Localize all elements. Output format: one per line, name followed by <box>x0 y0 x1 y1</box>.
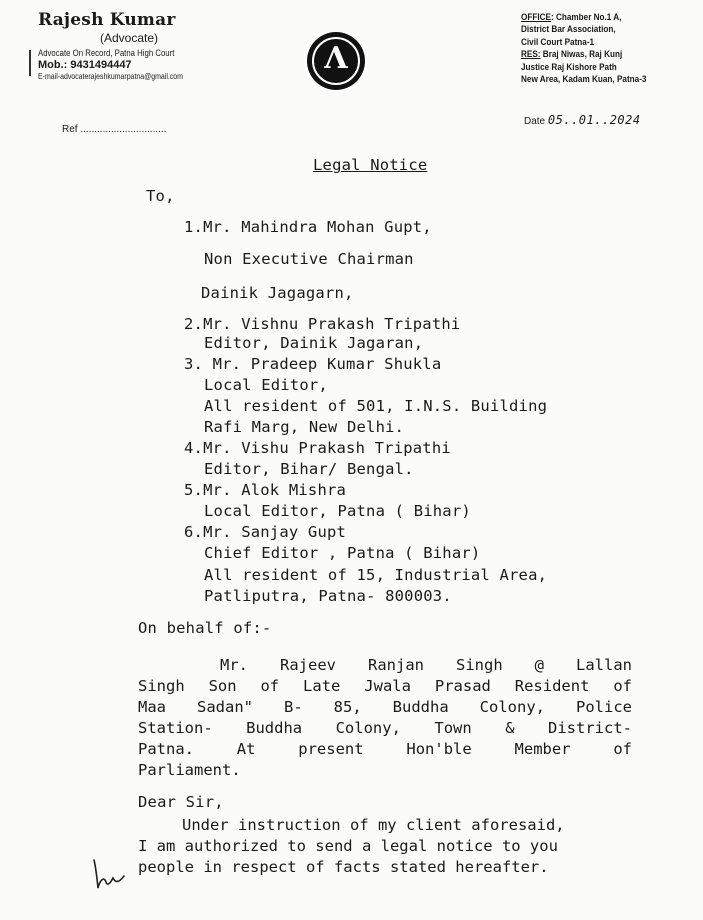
recipient-line-13: Local Editor, Patna ( Bihar) <box>204 502 471 520</box>
advocate-name: Rajesh Kumar <box>38 10 176 30</box>
intro-line-2: I am authorized to send a legal notice to you <box>138 837 558 855</box>
res-line-2: New Area, Kadam Kuan, Patna-3 <box>521 74 647 86</box>
date-field <box>524 113 641 127</box>
intro-line-3: people in respect of facts stated hereafter. <box>138 858 549 876</box>
recipient-line-14: 6.Mr. Sanjay Gupt <box>184 523 347 541</box>
on-behalf-label: On behalf of:- <box>138 619 272 637</box>
signature-mark <box>88 858 132 894</box>
intro-line-1: Under instruction of my client aforesaid, <box>182 816 565 834</box>
recipient-line-2: Non Executive Chairman <box>204 250 414 268</box>
salutation: Dear Sir, <box>138 793 224 811</box>
res-line-1: Justice Raj Kishore Path <box>521 61 617 73</box>
notice-title: Legal Notice <box>313 156 428 174</box>
recipient-line-16: All resident of 15, Industrial Area, <box>204 566 548 584</box>
recipient-line-4: 2.Mr. Vishnu Prakash Tripathi <box>184 315 461 333</box>
office-line-1: District Bar Association, <box>521 24 616 36</box>
recipient-line-1: 1.Mr. Mahindra Mohan Gupt, <box>184 218 432 236</box>
advocate-mobile: Mob.: 9431494447 <box>38 59 132 71</box>
res-address: Braj Niwas, Raj Kunj <box>540 49 623 61</box>
recipient-line-8: All resident of 501, I.N.S. Building <box>204 397 548 415</box>
recipient-line-6: 3. Mr. Pradeep Kumar Shukla <box>184 355 442 373</box>
recipient-line-7: Local Editor, <box>204 376 328 394</box>
office-line-2: Civil Court Patna-1 <box>521 36 595 48</box>
recipient-line-12: 5.Mr. Alok Mishra <box>184 481 347 499</box>
advocate-title: (Advocate) <box>100 31 159 45</box>
client-line-1: Mr. Rajeev Ranjan Singh @ Lallan <box>220 656 632 674</box>
letterhead-address <box>521 12 696 86</box>
letterhead-left <box>38 10 278 81</box>
office-address: : Chamber No.1 A, <box>550 12 622 23</box>
recipient-line-3: Dainik Jagagarn, <box>201 284 354 302</box>
client-line-2: Singh Son of Late Jwala Prasad Resident of <box>138 677 632 695</box>
to-label: To, <box>146 187 175 205</box>
recipient-line-10: 4.Mr. Vishu Prakash Tripathi <box>184 439 451 457</box>
recipient-line-15: Chief Editor , Patna ( Bihar) <box>204 544 481 562</box>
client-line-4: Station- Buddha Colony, Town & District- <box>138 719 632 737</box>
recipient-line-11: Editor, Bihar/ Bengal. <box>204 460 414 478</box>
date-label: Date <box>524 116 546 127</box>
recipient-line-17: Patliputra, Patna- 800003. <box>204 587 452 605</box>
letterhead-divider <box>29 50 31 76</box>
client-line-5: Patna. At present Hon'ble Member of <box>138 740 632 758</box>
date-value: 05..01..2024 <box>547 113 641 127</box>
client-paragraph <box>138 655 632 781</box>
client-line-3: Maa Sadan" B- 85, Buddha Colony, Police <box>138 698 632 716</box>
emblem-glyph: Λ <box>324 41 348 76</box>
advocate-emblem-logo <box>307 32 365 90</box>
recipient-line-9: Rafi Marg, New Delhi. <box>204 418 405 436</box>
intro-paragraph <box>138 815 632 878</box>
res-label: RES: <box>521 49 541 61</box>
advocate-email: E-mail-advocaterajeshkumarpatna@gmail.com <box>38 71 183 81</box>
recipient-line-5: Editor, Dainik Jagaran, <box>204 334 424 352</box>
client-line-6: Parliament. <box>138 761 241 779</box>
office-label: OFFICE <box>521 12 551 23</box>
advocate-court: Advocate On Record, Patna High Court <box>38 48 175 59</box>
ref-field: Ref ............................... <box>62 124 167 135</box>
